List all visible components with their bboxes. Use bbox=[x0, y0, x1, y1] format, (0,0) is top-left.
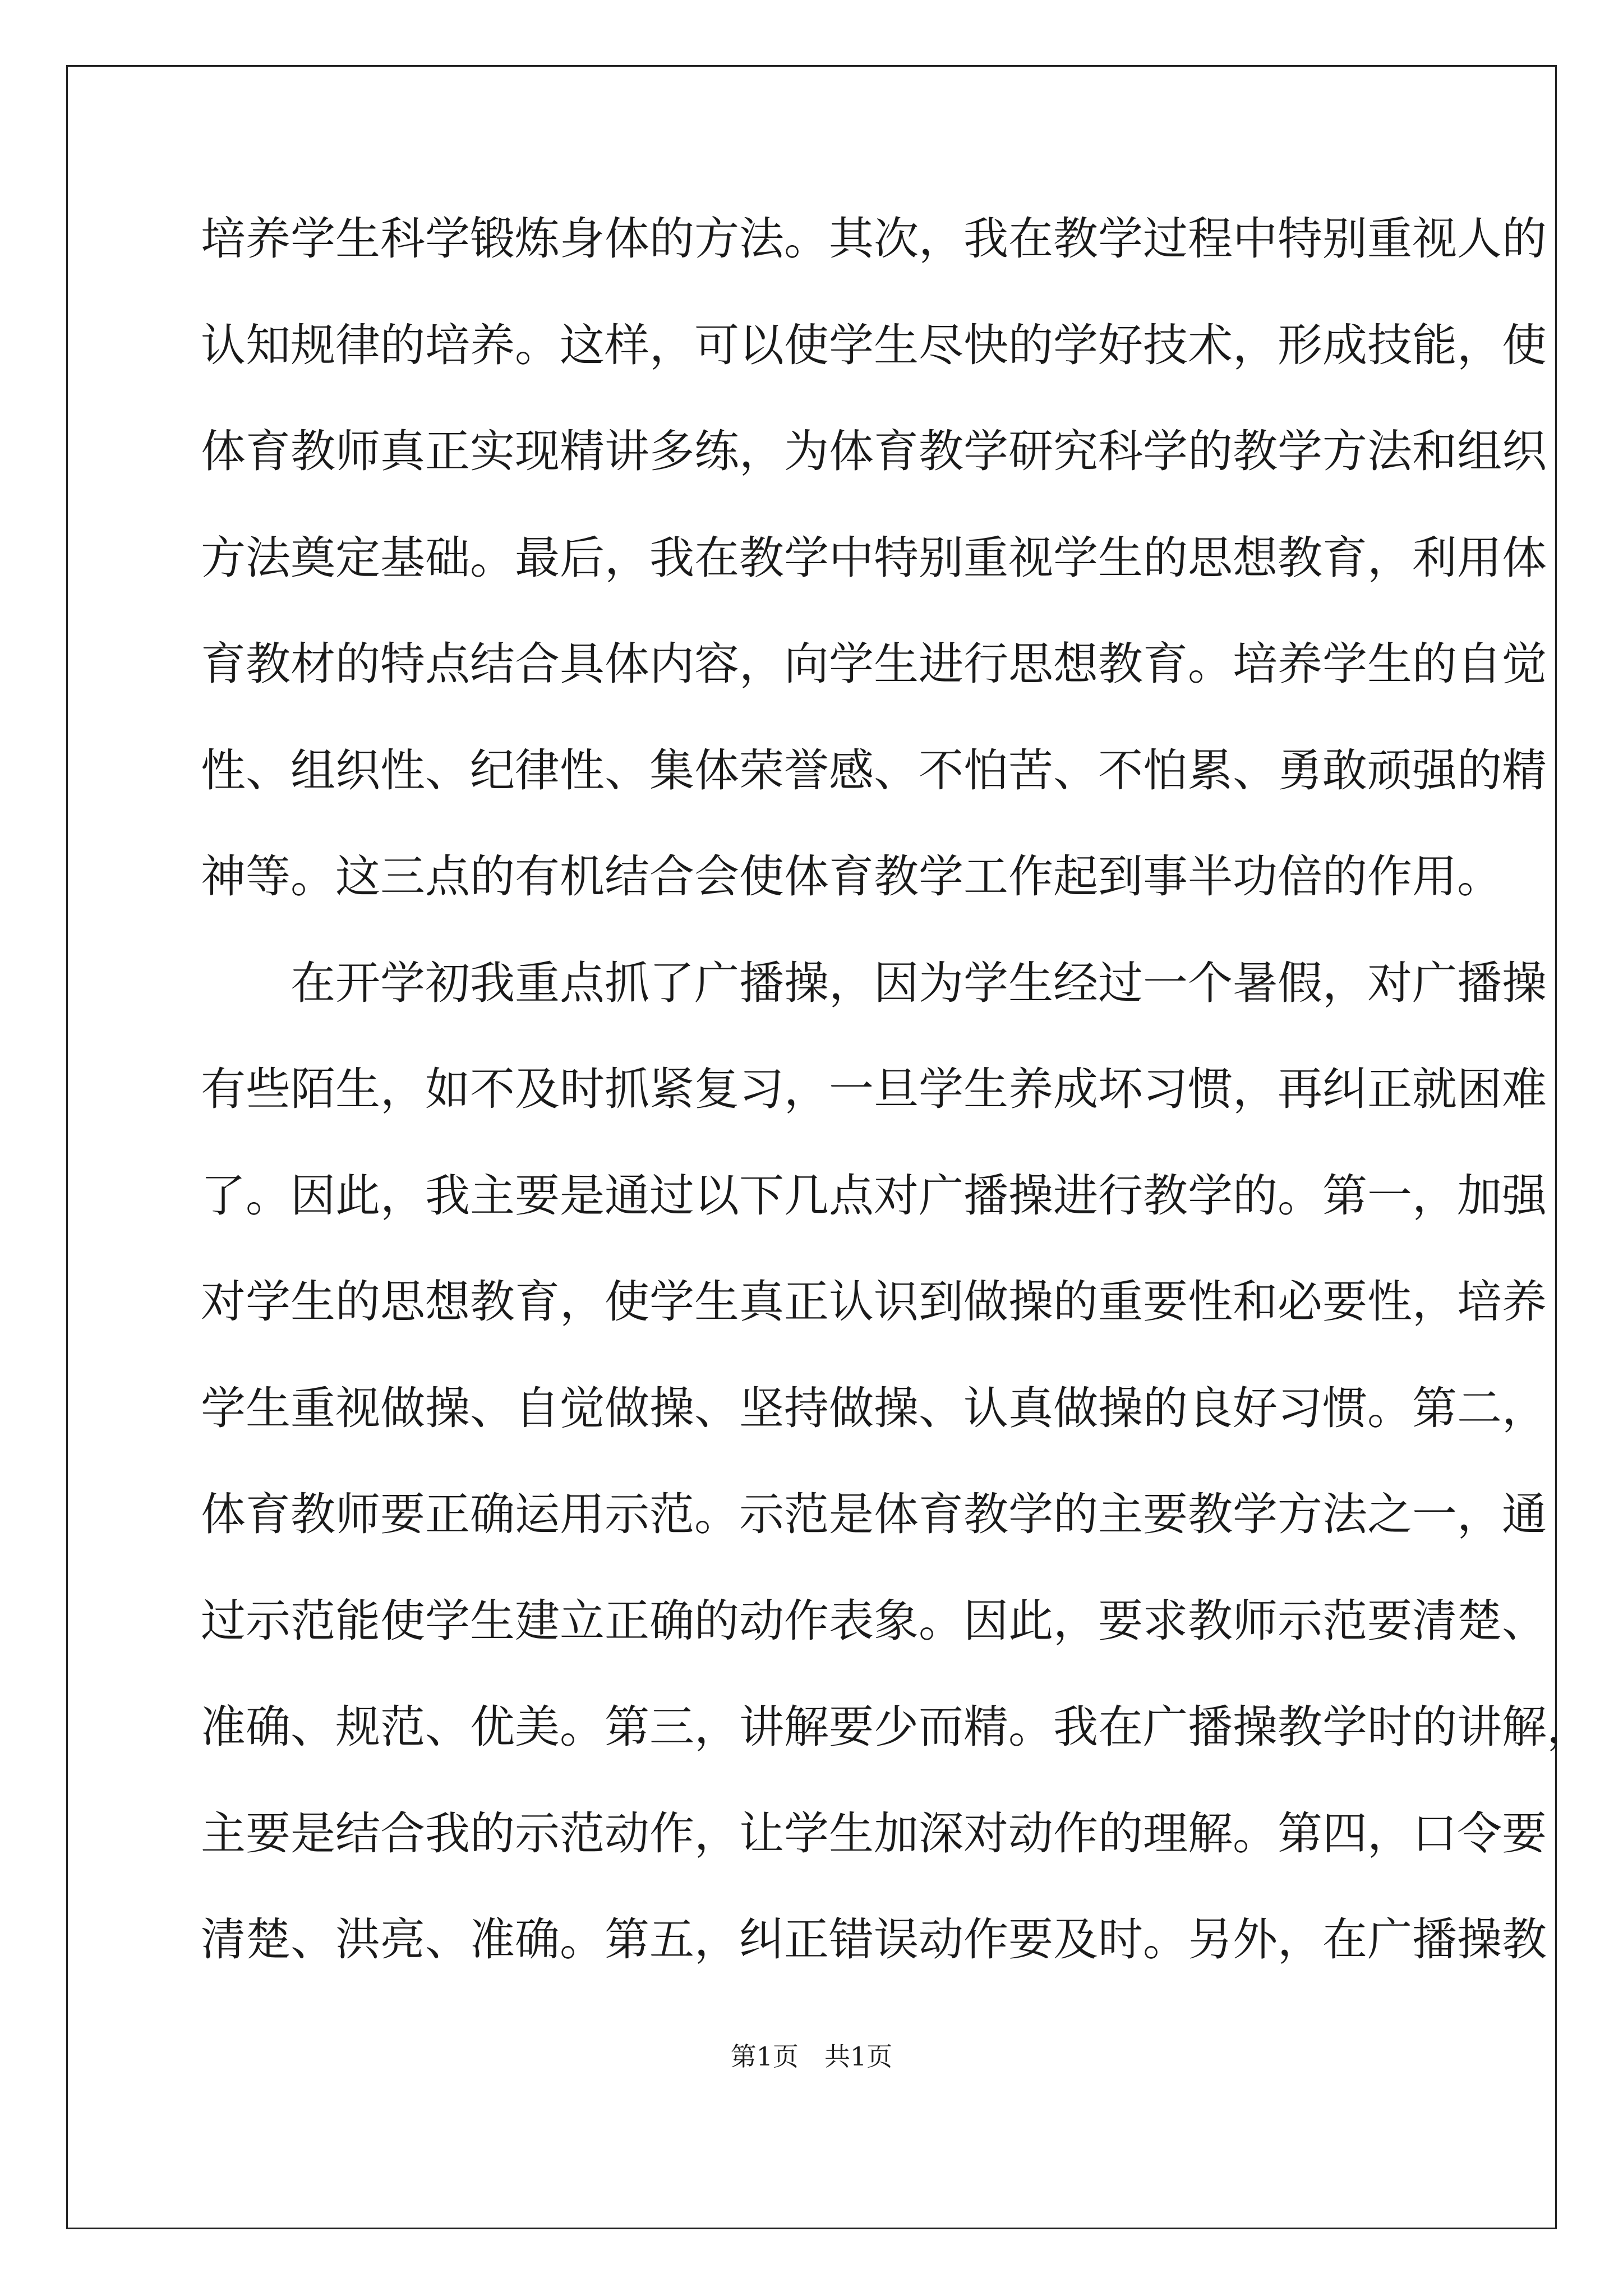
text-line: 性、组织性、纪律性、集体荣誉感、不怕苦、不怕累、勇敢顽强的精 bbox=[201, 744, 1547, 797]
text-line: 过示范能使学生建立正确的动作表象。因此，要求教师示范要清楚、 bbox=[201, 1594, 1547, 1647]
document-body bbox=[201, 211, 1592, 2018]
text-line: 育教材的特点结合具体内容，向学生进行思想教育。培养学生的自觉 bbox=[201, 638, 1547, 690]
paragraph-first-line: 在开学初我重点抓了广播操，因为学生经过一个暑假，对广播操 bbox=[291, 956, 1547, 1009]
text-line: 学生重视做操、自觉做操、坚持做操、认真做操的良好习惯。第二， bbox=[201, 1382, 1547, 1434]
text-line: 对学生的思想教育，使学生真正认识到做操的重要性和必要性，培养 bbox=[201, 1276, 1547, 1328]
text-line: 准确、规范、优美。第三，讲解要少而精。我在广播操教学时的讲解， bbox=[201, 1701, 1592, 1753]
text-line: 认知规律的培养。这样，可以使学生尽快的学好技术，形成技能，使 bbox=[201, 319, 1547, 371]
text-line: 主要是结合我的示范动作，让学生加深对动作的理解。第四，口令要 bbox=[201, 1807, 1547, 1860]
text-line: 体育教师真正实现精讲多练，为体育教学研究科学的教学方法和组织 bbox=[201, 425, 1547, 477]
text-line: 清楚、洪亮、准确。第五，纠正错误动作要及时。另外，在广播操教 bbox=[201, 1913, 1547, 1966]
text-line: 方法奠定基础。最后，我在教学中特别重视学生的思想教育，利用体 bbox=[201, 531, 1547, 584]
text-line: 了。因此，我主要是通过以下几点对广播操进行教学的。第一，加强 bbox=[201, 1169, 1547, 1222]
text-line: 培养学生科学锻炼身体的方法。其次，我在教学过程中特别重视人的 bbox=[201, 213, 1547, 265]
text-line: 有些陌生，如不及时抓紧复习，一旦学生养成坏习惯，再纠正就困难 bbox=[201, 1063, 1547, 1115]
page-number-footer: 第1页 共1页 bbox=[730, 2041, 893, 2072]
text-line: 体育教师要正确运用示范。示范是体育教学的主要教学方法之一，通 bbox=[201, 1488, 1547, 1540]
text-line: 神等。这三点的有机结合会使体育教学工作起到事半功倍的作用。 bbox=[201, 850, 1502, 903]
